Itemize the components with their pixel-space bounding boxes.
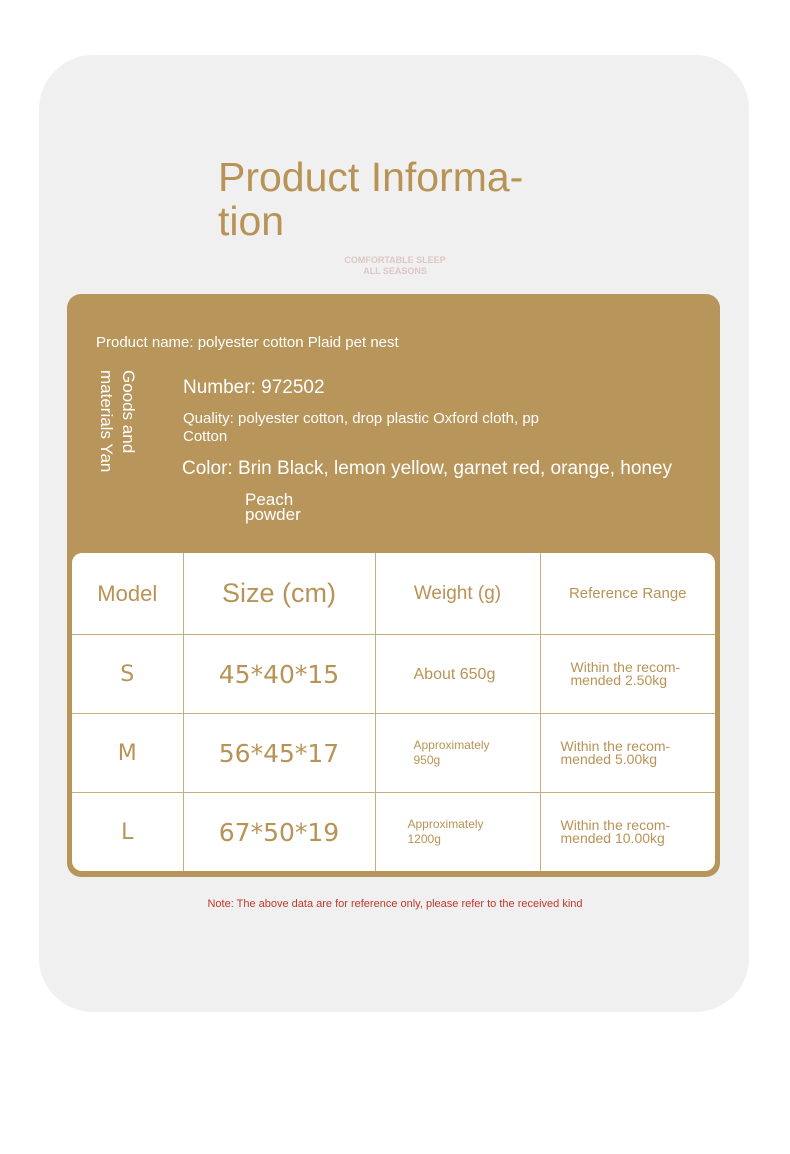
table-row <box>72 793 715 872</box>
quality-line-2: Cotton <box>183 428 228 445</box>
cell-reference <box>540 714 715 793</box>
cell-reference-line-1: Within the recom- <box>560 817 671 833</box>
cell-reference <box>540 635 715 714</box>
cell-size: 45*40*15 <box>183 635 375 714</box>
cell-weight-line-2: 1200g <box>407 832 441 846</box>
product-number: Number: 972502 <box>183 377 325 398</box>
cell-size: 67*50*19 <box>183 793 375 872</box>
color-extra-line-2: powder <box>245 505 301 524</box>
header-reference: Reference Range <box>540 553 715 635</box>
table-row <box>72 635 715 714</box>
quality-line-1: Quality: polyester cotton, drop plastic Oxford cloth, pp <box>183 410 540 427</box>
cell-weight-line-1: Approximately <box>413 738 490 752</box>
header-size: Size (cm) <box>183 553 375 635</box>
cell-model: S <box>72 635 183 714</box>
cell-weight-line-2: 950g <box>413 753 441 767</box>
header-weight: Weight (g) <box>375 553 540 635</box>
size-table-grid <box>72 553 715 871</box>
cell-weight <box>375 714 540 793</box>
cell-weight-line-1: About 650g <box>413 665 496 683</box>
cell-reference-line-2: mended 2.50kg <box>570 672 668 688</box>
disclaimer-note: Note: The above data are for reference only, please refer to the received kind <box>207 898 583 910</box>
cell-weight <box>375 635 540 714</box>
page-title: Product Informa-tion <box>218 154 524 244</box>
cell-reference <box>540 793 715 872</box>
cell-reference-line-1: Within the recom- <box>570 659 681 675</box>
product-color-extra <box>245 492 345 522</box>
cell-model: M <box>72 714 183 793</box>
cell-weight-line-1: Approximately <box>407 817 484 831</box>
table-row <box>72 714 715 793</box>
product-quality <box>183 410 583 446</box>
product-color: Color: Brin Black, lemon yellow, garnet red, orange, honey <box>182 458 673 479</box>
subtitle-line-1: COMFORTABLE SLEEP <box>344 255 446 265</box>
product-name: Product name: polyester cotton Plaid pet nest <box>96 334 399 351</box>
size-table <box>72 553 715 871</box>
cell-reference-line-2: mended 10.00kg <box>560 830 665 846</box>
subtitle <box>320 255 470 277</box>
cell-reference-line-2: mended 5.00kg <box>560 751 658 767</box>
side-label: Goods and materials Yan <box>97 370 138 473</box>
table-header-row <box>72 553 715 635</box>
cell-size: 56*45*17 <box>183 714 375 793</box>
header-model: Model <box>72 553 183 635</box>
subtitle-line-2: ALL SEASONS <box>363 266 427 276</box>
cell-weight <box>375 793 540 872</box>
color-extra-line-1: Peach <box>245 490 294 509</box>
cell-reference-line-1: Within the recom- <box>560 738 671 754</box>
cell-model: L <box>72 793 183 872</box>
